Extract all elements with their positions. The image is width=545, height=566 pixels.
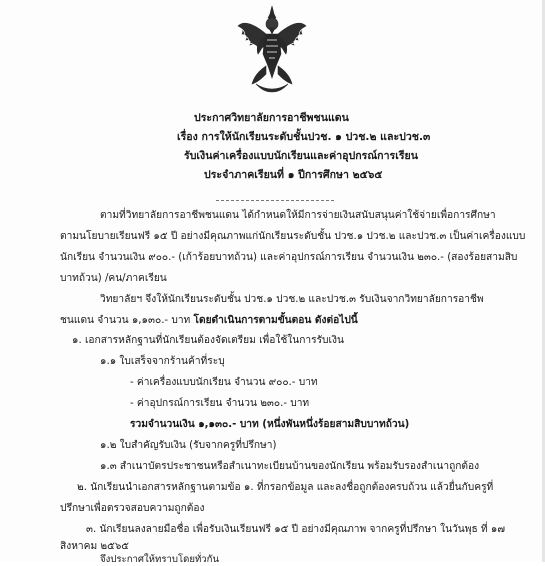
item-1-3: ๑.๓ สำเนาบัตรประชาชนหรือสำเนาทะเบียนบ้านของนักเรียน พร้อมรับรองสำเนาถูกต้อง	[100, 461, 480, 472]
subject-line: เรื่อง การให้นักเรียนระดับชั้นปวช. ๑ ปวช.๒ และปวช.๓	[177, 131, 431, 143]
closing-line: จึงประกาศให้ทราบโดยทั่วกัน	[100, 554, 220, 565]
subject-line-2: รับเงินค่าเครื่องแบบนักเรียนและค่าอุปกรณ์การเรียน	[184, 150, 418, 162]
paragraph-2-steps: โดยดำเนินการตามขั้นตอน ดังต่อไปนี้	[193, 315, 358, 326]
garuda-emblem-icon	[236, 4, 308, 96]
paragraph-2-amount: ชนแดน จำนวน ๑,๑๓๐.- บาท	[60, 315, 194, 326]
header-divider	[216, 200, 334, 201]
paragraph-1-line-1: ตามที่วิทยาลัยการอาชีพชนแดน ได้กำหนดให้มีการจ่ายเงินสนับสนุนค่าใช้จ่ายเพื่อการศึกษา	[100, 210, 496, 221]
cost-uniform: - ค่าเครื่องแบบนักเรียน จำนวน ๙๐๐.- บาท	[130, 377, 318, 388]
item-1: ๑. เอกสารหลักฐานที่นักเรียนต้องจัดเตรียม เพื่อใช้ในการรับเงิน	[72, 335, 344, 346]
paragraph-2-line-1: วิทยาลัยฯ จึงให้นักเรียนระดับชั้น ปวช.๑ ปวช.๒ และปวช.๓ รับเงินจากวิทยาลัยการอาชีพ	[100, 294, 484, 305]
item-3-line-2: สิงหาคม ๒๕๖๕	[60, 541, 129, 552]
item-2-line-1: ๒. นักเรียนนำเอกสารหลักฐานตามข้อ ๑. ที่กรอกข้อมูล และลงชื่อถูกต้องครบถ้วน แล้วยื่นกับครูที่	[77, 482, 494, 493]
paragraph-2-line-2	[60, 314, 358, 327]
item-2-line-2: ปรึกษาเพื่อตรวจสอบความถูกต้อง	[60, 503, 205, 514]
item-1-1: ๑.๑ ใบเสร็จจากร้านค้าที่ระบุ	[100, 356, 225, 367]
total-amount: รวมจำนวนเงิน ๑,๑๓๐.- บาท (หนึ่งพันหนึ่งร้อยสามสิบบาทถ้วน)	[130, 419, 410, 430]
term-line: ประจำภาคเรียนที่ ๑ ปีการศึกษา ๒๕๖๕	[204, 169, 383, 181]
paragraph-1-line-4: บาทถ้วน) /คน/ภาคเรียน	[60, 273, 167, 284]
paragraph-1-line-2: ตามนโยบายเรียนฟรี ๑๕ ปี อย่างมีคุณภาพแก่นักเรียนระดับชั้น ปวช.๑ ปวช.๒ และปวช.๓ เป็นค่าเครื่องแบบ	[60, 231, 526, 242]
document-title: ประกาศวิทยาลัยการอาชีพชนแดน	[194, 112, 349, 124]
cost-supplies: - ค่าอุปกรณ์การเรียน จำนวน ๒๓๐.- บาท	[130, 398, 310, 409]
item-1-2: ๑.๒ ใบสำคัญรับเงิน (รับจากครูที่ปรึกษา)	[100, 440, 277, 451]
item-3-line-1: ๓. นักเรียนลงลายมือชื่อ เพื่อรับเงินเรียนฟรี ๑๕ ปี อย่างมีคุณภาพ จากครูที่ปรึกษา ในวันพุธ ที่ ๑๗	[86, 524, 505, 535]
paragraph-1-line-3: นักเรียน จำนวนเงิน ๙๐๐.- (เก้าร้อยบาทถ้วน) และค่าอุปกรณ์การเรียน จำนวนเงิน ๒๓๐.- (สองร้อยสามสิบ	[60, 252, 518, 263]
